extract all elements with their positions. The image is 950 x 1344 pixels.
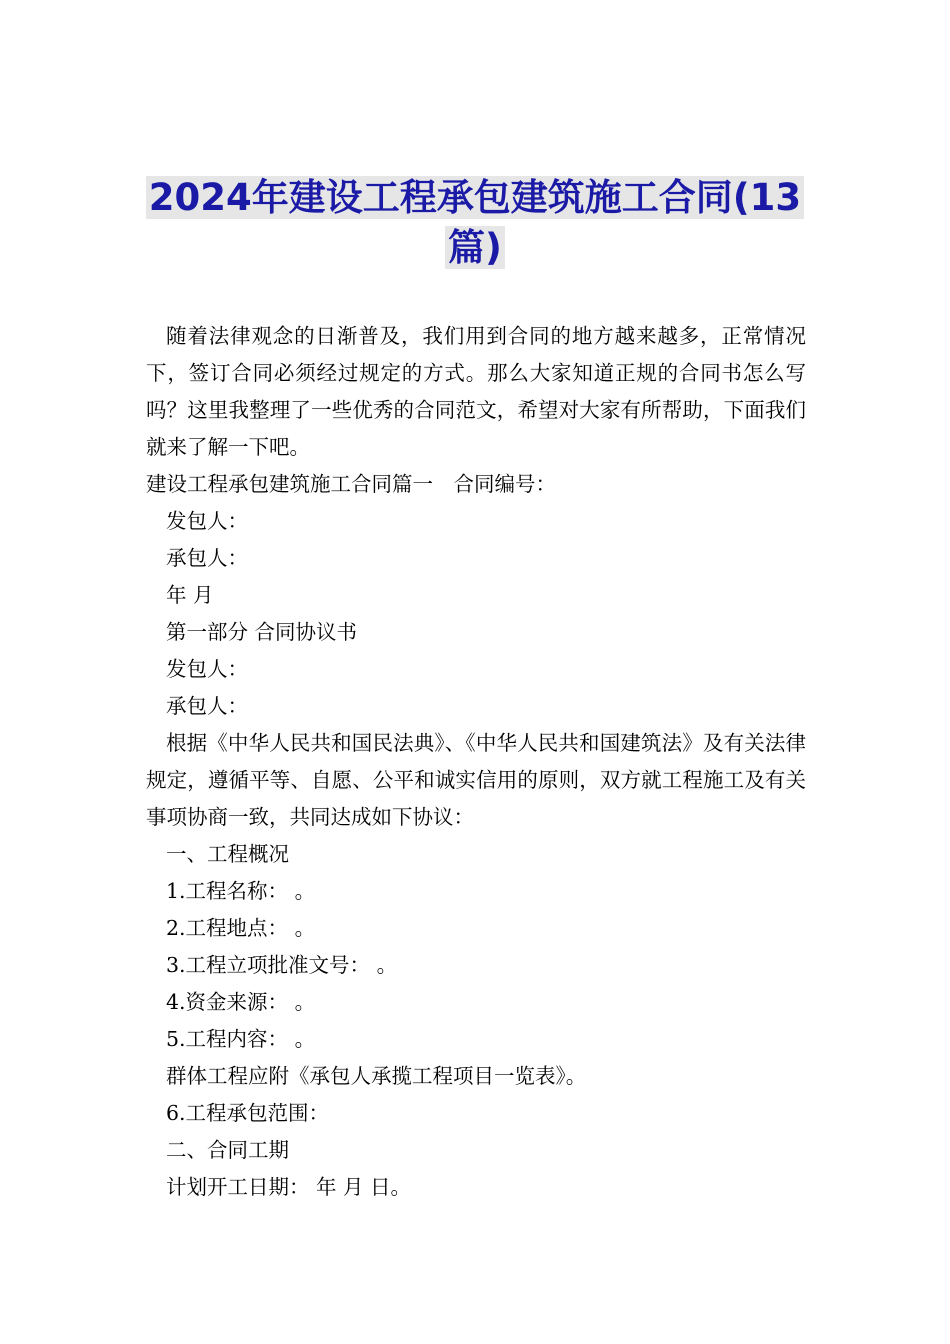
party-a-line-2: 发包人： — [166, 657, 248, 681]
section-project-overview: 一、工程概况 — [166, 842, 289, 866]
title-line-1: 2024年建设工程承包建筑施工合同(13 — [146, 176, 804, 219]
title-line-2: 篇) — [445, 226, 505, 269]
item-scope: 6.工程承包范围： — [166, 1101, 330, 1125]
basis-paragraph: 根据《中华人民共和国民法典》、《中华人民共和国建筑法》及有关法律规定，遵循平等、自愿、公平和诚实信用的原则，双方就工程施工及有关事项协商一致，共同达成如下协议： — [146, 731, 806, 829]
document-body — [146, 318, 806, 1206]
date-line: 年 月 — [166, 583, 214, 607]
planned-start-date: 计划开工日期： 年 月 日。 — [166, 1175, 412, 1199]
group-project-note: 群体工程应附《承包人承揽工程项目一览表》。 — [166, 1064, 587, 1088]
item-project-content: 5.工程内容： 。 — [166, 1027, 316, 1051]
item-project-name: 1.工程名称： 。 — [166, 879, 316, 903]
party-a-line: 发包人： — [166, 509, 248, 533]
contract-heading: 建设工程承包建筑施工合同篇一 合同编号： — [146, 472, 556, 496]
intro-paragraph: 随着法律观念的日渐普及，我们用到合同的地方越来越多，正常情况下，签订合同必须经过规定的方式。那么大家知道正规的合同书怎么写吗？这里我整理了一些优秀的合同范文，希望对大家有所帮助，下面我们就来了解一下吧。 — [146, 324, 806, 459]
part-one-heading: 第一部分 合同协议书 — [166, 620, 358, 644]
item-approval-number: 3.工程立项批准文号： 。 — [166, 953, 398, 977]
section-contract-period: 二、合同工期 — [166, 1138, 289, 1162]
document-title — [0, 173, 950, 273]
item-project-location: 2.工程地点： 。 — [166, 916, 316, 940]
party-b-line: 承包人： — [166, 546, 248, 570]
party-b-line-2: 承包人： — [166, 694, 248, 718]
item-fund-source: 4.资金来源： 。 — [166, 990, 316, 1014]
